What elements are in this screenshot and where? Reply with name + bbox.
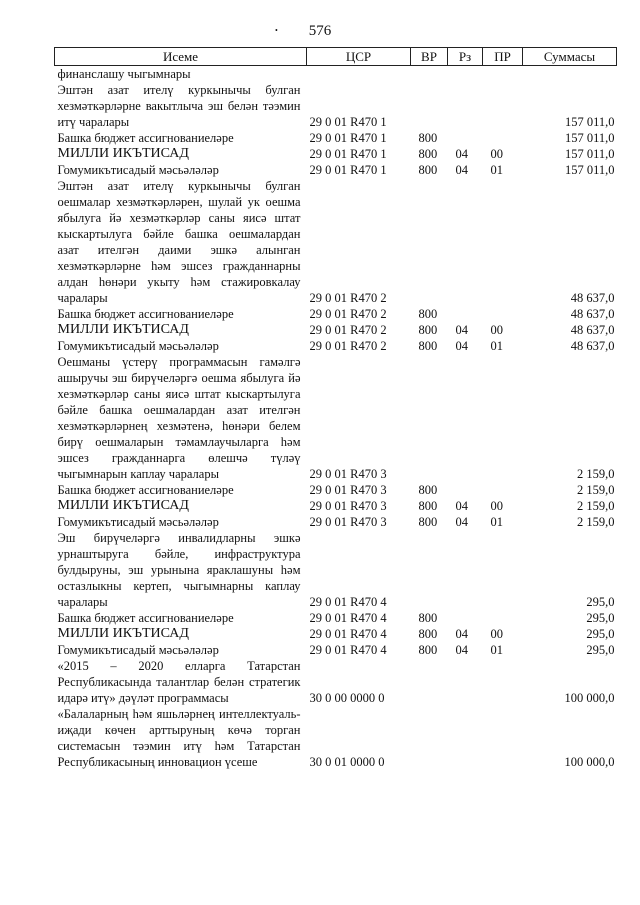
table-row — [55, 354, 617, 482]
cell-sum: 157 011,0 — [564, 131, 615, 145]
cell-csr: 29 0 01 R470 4 — [309, 643, 387, 657]
cell-csr: 30 0 01 0000 0 — [309, 755, 385, 769]
cell-sum: 295,0 — [586, 611, 615, 625]
cell-pr — [483, 482, 523, 498]
cell-csr — [307, 66, 411, 83]
cell-name: Эштән азат ителү куркынычы булган хезмәткәрләрне вакытлыча эш белән тәэмин итү чаралары — [57, 83, 301, 129]
table-row — [55, 322, 617, 338]
cell-name: Оешманы үстерү программасын гамәлгә ашыручы эш бирүчеләргә оешма ябылуга йә хезмәткәрләр саны яисә штат кыскартылуга бәйле башка оешмалардан азат ителгән хезмәткәрләрнең хезмәтенә, һөнәри белем бирү оешмаларын тәмамлаучыларга һәм эшсез гражданнарга өлешчә түләү чыгымнарын каплау чаралары — [57, 355, 301, 481]
cell-name: Гомумикътисадый мәсьәләләр — [57, 163, 219, 177]
cell-csr: 29 0 01 R470 3 — [309, 515, 387, 529]
cell-sum: 100 000,0 — [564, 691, 615, 705]
cell-rz: 04 — [455, 163, 468, 177]
cell-rz: 04 — [455, 627, 468, 641]
cell-pr — [483, 706, 523, 770]
cell-vr: 800 — [418, 499, 438, 513]
cell-rz — [448, 706, 483, 770]
cell-name: МИЛЛИ ИКЪТИСАД — [57, 498, 189, 513]
cell-name: МИЛЛИ ИКЪТИСАД — [57, 322, 189, 337]
cell-vr: 800 — [418, 339, 438, 353]
cell-rz: 04 — [455, 515, 468, 529]
cell-pr: 01 — [490, 515, 503, 529]
cell-csr: 29 0 01 R470 4 — [309, 627, 387, 641]
cell-csr: 29 0 01 R470 3 — [309, 467, 387, 481]
cell-sum: 2 159,0 — [577, 467, 615, 481]
cell-sum: 157 011,0 — [564, 115, 615, 129]
cell-rz — [448, 82, 483, 130]
cell-name: Гомумикътисадый мәсьәләләр — [57, 339, 219, 353]
cell-sum: 48 637,0 — [570, 339, 615, 353]
cell-vr: 800 — [418, 307, 438, 321]
cell-name: «2015 – 2020 елларга Татарстан Республикасында талантлар белән стратегик идарә итү» дәүләт программасы — [57, 659, 301, 705]
cell-pr — [483, 130, 523, 146]
cell-pr: 01 — [490, 643, 503, 657]
scan-dot: • — [275, 26, 278, 35]
table-row — [55, 82, 617, 130]
cell-csr: 29 0 01 R470 4 — [309, 595, 387, 609]
cell-pr — [483, 82, 523, 130]
table-row — [55, 482, 617, 498]
cell-vr — [411, 66, 448, 83]
cell-rz: 04 — [455, 323, 468, 337]
cell-vr — [411, 530, 448, 610]
cell-rz — [448, 306, 483, 322]
cell-csr: 29 0 01 R470 1 — [309, 163, 387, 177]
cell-csr: 30 0 00 0000 0 — [309, 691, 385, 705]
cell-pr — [483, 178, 523, 306]
cell-pr: 01 — [490, 339, 503, 353]
table-row — [55, 642, 617, 658]
budget-table — [54, 47, 617, 770]
cell-sum: 157 011,0 — [564, 163, 615, 177]
cell-pr: 00 — [490, 323, 503, 337]
cell-rz — [448, 66, 483, 83]
cell-pr — [483, 306, 523, 322]
cell-vr: 800 — [418, 163, 438, 177]
cell-vr — [411, 354, 448, 482]
cell-vr: 800 — [418, 515, 438, 529]
cell-name: Башка бюджет ассигнованиеләре — [57, 611, 234, 625]
cell-csr: 29 0 01 R470 3 — [309, 483, 387, 497]
cell-name: Башка бюджет ассигнованиеләре — [57, 307, 234, 321]
cell-csr: 29 0 01 R470 4 — [309, 611, 387, 625]
cell-sum: 2 159,0 — [577, 515, 615, 529]
cell-sum: 157 011,0 — [564, 147, 615, 161]
table-row — [55, 146, 617, 162]
cell-pr: 00 — [490, 499, 503, 513]
cell-name: Башка бюджет ассигнованиеләре — [57, 483, 234, 497]
cell-csr: 29 0 01 R470 1 — [309, 115, 387, 129]
cell-name: «Балаларның һәм яшьләрнең интеллектуаль-иҗади көчен арттыруның көчә торган системасын тәэмин итү һәм Татарстан Республикасының инновацион үсеше — [57, 707, 301, 769]
cell-csr: 29 0 01 R470 2 — [309, 291, 387, 305]
header-sum: Суммасы — [523, 48, 617, 66]
cell-sum: 2 159,0 — [577, 499, 615, 513]
cell-name: Эштән азат ителү куркынычы булган оешмалар хезмәткәрләрен, шулай ук оешма ябылуга йә хезмәткәрләр саны яисә штат кыскартылуга бәйле башка оешмалардан азат ителгән даими эшкә алынган хезмәткәрләрне һәм эшсез гражданнарны алдан һөнәри укыту һәм стажировкалау чаралары — [57, 179, 301, 305]
cell-name: Гомумикътисадый мәсьәләләр — [57, 643, 219, 657]
table-row — [55, 610, 617, 626]
cell-pr: 00 — [490, 147, 503, 161]
header-rz: Рз — [448, 48, 483, 66]
cell-csr: 29 0 01 R470 1 — [309, 131, 387, 145]
cell-csr: 29 0 01 R470 3 — [309, 499, 387, 513]
cell-rz: 04 — [455, 147, 468, 161]
cell-sum: 2 159,0 — [577, 483, 615, 497]
cell-pr: 00 — [490, 627, 503, 641]
cell-name: Эш бирүчеләргә инвалидларны эшкә урнаштыруга бәйле, инфраструктура булдыруны, эш урынына яраклашуны һәм остазлыкны кертеп, чыгымнарны каплау чаралары — [57, 531, 301, 609]
cell-vr: 800 — [418, 483, 438, 497]
table-row — [55, 706, 617, 770]
cell-rz — [448, 130, 483, 146]
cell-sum: 295,0 — [586, 643, 615, 657]
cell-csr: 29 0 01 R470 1 — [309, 147, 387, 161]
cell-vr: 800 — [418, 643, 438, 657]
cell-vr: 800 — [418, 611, 438, 625]
cell-sum: 100 000,0 — [564, 755, 615, 769]
cell-pr — [483, 354, 523, 482]
cell-pr — [483, 658, 523, 706]
header-name: Исеме — [55, 48, 307, 66]
table-row — [55, 498, 617, 514]
cell-name: Гомумикътисадый мәсьәләләр — [57, 515, 219, 529]
table-row — [55, 66, 617, 83]
cell-csr: 29 0 01 R470 2 — [309, 323, 387, 337]
table-row — [55, 626, 617, 642]
table-row — [55, 306, 617, 322]
cell-vr — [411, 706, 448, 770]
header-vr: ВР — [411, 48, 448, 66]
cell-pr — [483, 610, 523, 626]
cell-vr — [411, 178, 448, 306]
cell-sum: 48 637,0 — [570, 307, 615, 321]
cell-vr: 800 — [418, 131, 438, 145]
cell-rz — [448, 354, 483, 482]
cell-name: МИЛЛИ ИКЪТИСАД — [57, 146, 189, 161]
table-row — [55, 130, 617, 146]
cell-vr: 800 — [418, 627, 438, 641]
cell-sum: 295,0 — [586, 595, 615, 609]
table-row — [55, 162, 617, 178]
cell-rz: 04 — [455, 499, 468, 513]
cell-rz — [448, 530, 483, 610]
cell-pr — [483, 66, 523, 83]
cell-sum: 48 637,0 — [570, 323, 615, 337]
cell-rz — [448, 482, 483, 498]
cell-pr — [483, 530, 523, 610]
cell-name: финанслашу чыгымнары — [57, 67, 191, 81]
header-pr: ПР — [483, 48, 523, 66]
table-row — [55, 338, 617, 354]
cell-rz: 04 — [455, 643, 468, 657]
table-body — [55, 66, 617, 771]
cell-csr: 29 0 01 R470 2 — [309, 339, 387, 353]
cell-rz — [448, 658, 483, 706]
cell-name: Башка бюджет ассигнованиеләре — [57, 131, 234, 145]
cell-name: МИЛЛИ ИКЪТИСАД — [57, 626, 189, 641]
table-header — [55, 48, 617, 66]
table-row — [55, 514, 617, 530]
header-csr: ЦСР — [307, 48, 411, 66]
cell-vr: 800 — [418, 147, 438, 161]
cell-csr: 29 0 01 R470 2 — [309, 307, 387, 321]
table-row — [55, 530, 617, 610]
cell-vr — [411, 82, 448, 130]
cell-vr: 800 — [418, 323, 438, 337]
cell-vr — [411, 658, 448, 706]
cell-sum: 295,0 — [586, 627, 615, 641]
cell-rz — [448, 178, 483, 306]
cell-sum — [523, 66, 617, 83]
table-row — [55, 658, 617, 706]
cell-rz: 04 — [455, 339, 468, 353]
cell-pr: 01 — [490, 163, 503, 177]
cell-sum: 48 637,0 — [570, 291, 615, 305]
cell-rz — [448, 610, 483, 626]
page-number: 576 — [308, 23, 332, 39]
table-row — [55, 178, 617, 306]
